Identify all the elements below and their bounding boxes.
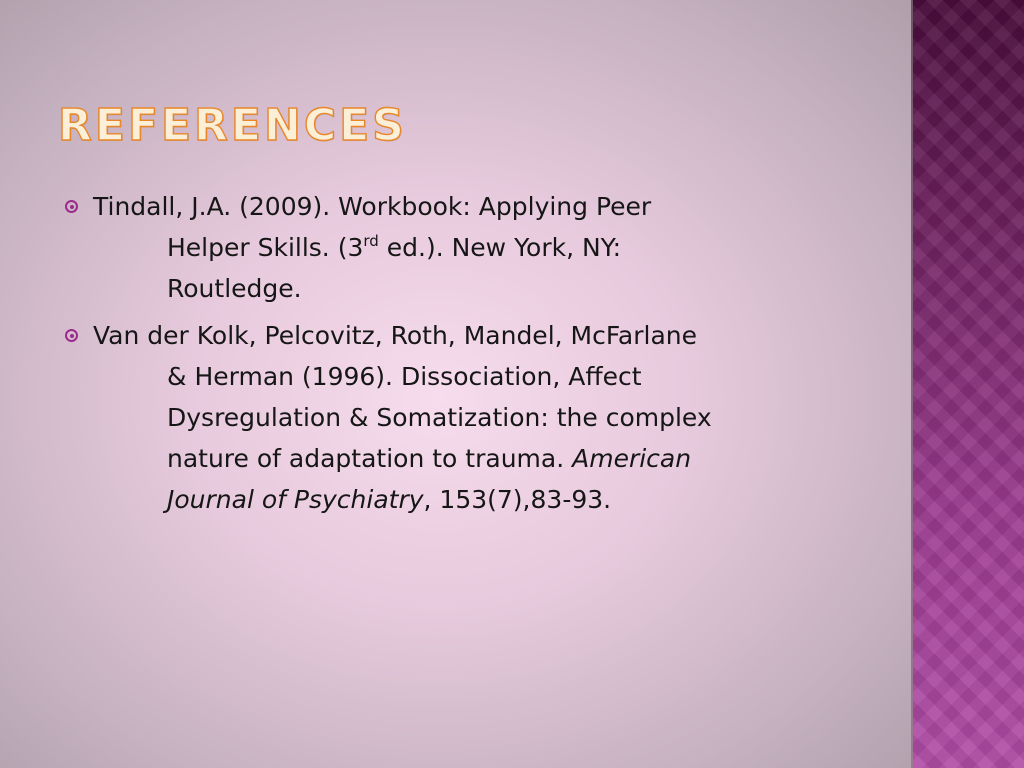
reference-line: Dysregulation & Somatization: the complex (167, 403, 712, 432)
reference-line: Van der Kolk, Pelcovitz, Roth, Mandel, McFarlane (93, 321, 698, 350)
reference-text: nature of adaptation to trauma. (167, 444, 573, 473)
reference-line: & Herman (1996). Dissociation, Affect (167, 362, 642, 391)
reference-line: Tindall, J.A. (2009). Workbook: Applying Peer (93, 192, 652, 221)
reference-text: Helper Skills. (3 (167, 233, 364, 262)
reference-list (60, 186, 860, 526)
reference-text: , 153(7),83-93. (423, 485, 612, 514)
reference-text: ed.). New York, NY: (378, 233, 622, 262)
reference-line: Routledge. (167, 274, 302, 303)
reference-item-van-der-kolk (60, 315, 860, 520)
reference-line (93, 227, 860, 268)
reference-line (93, 438, 860, 479)
slide-title: REFERENCES (58, 100, 407, 151)
decorative-side-panel (913, 0, 1024, 768)
circle-dot-bullet-icon (65, 200, 78, 213)
journal-title: Journal of Psychiatry (167, 485, 424, 514)
journal-title: American (572, 444, 692, 473)
reference-line (93, 479, 860, 520)
circle-dot-bullet-icon (65, 329, 78, 342)
superscript-ordinal: rd (363, 232, 379, 250)
reference-item-tindall (60, 186, 860, 309)
